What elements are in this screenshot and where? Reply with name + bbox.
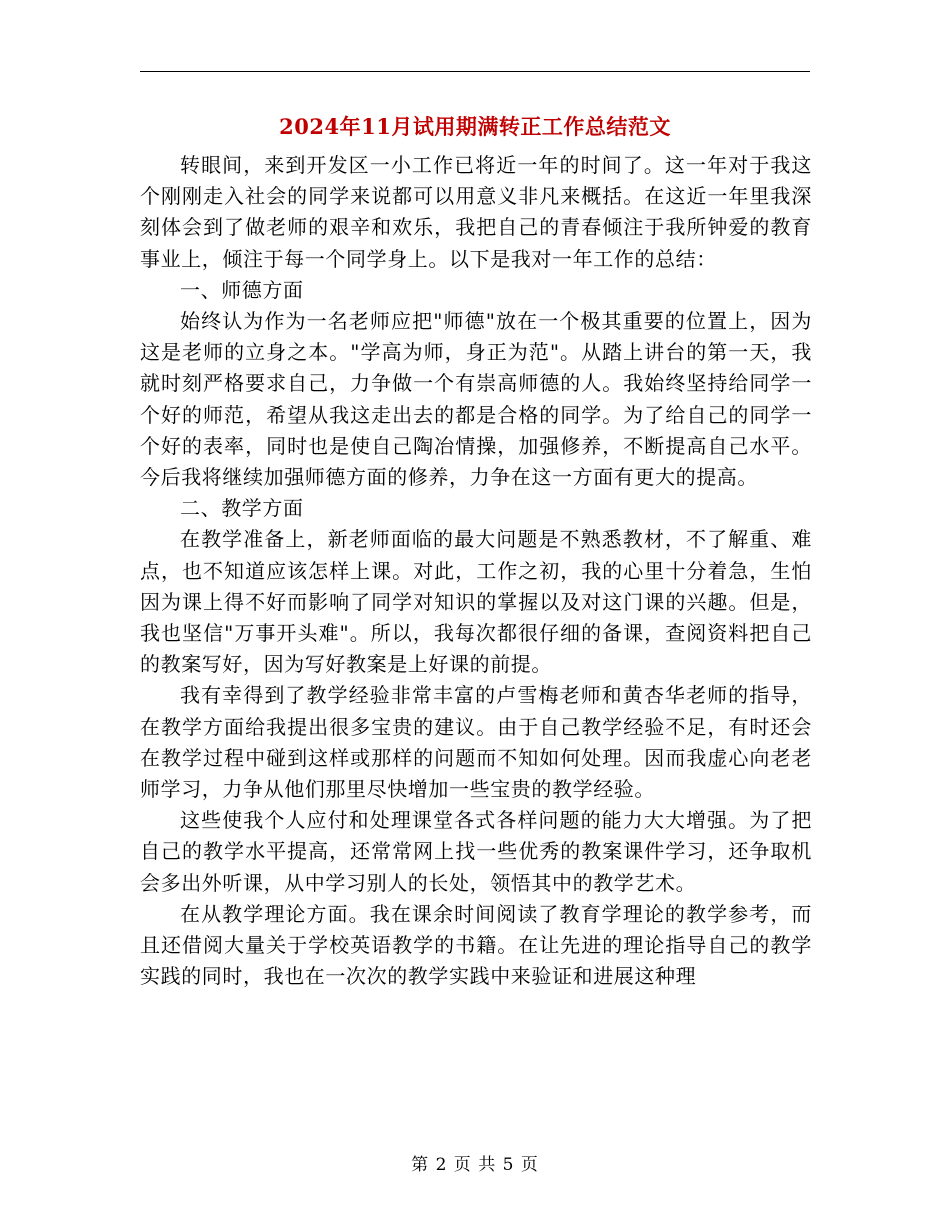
section-heading-ethics: 一、师德方面	[180, 277, 304, 302]
paragraph-mentors: 我有幸得到了教学经验非常丰富的卢雪梅老师和黄杏华老师的指导，在教学方面给我提出很多宝贵的建议。由于自己教学经验不足，有时还会在教学过程中碰到这样或那样的问题而不知如何处理。因而我虚心向老老师学习，力争从他们那里尽快增加一些宝贵的教学经验。	[140, 683, 812, 802]
page-footer: 第 2 页 共 5 页	[411, 1155, 539, 1175]
document-title: 2024年11月试用期满转正工作总结范文	[279, 114, 671, 139]
document-body	[140, 150, 812, 992]
paragraph-ethics: 始终认为作为一名老师应把"师德"放在一个极其重要的位置上，因为这是老师的立身之本。"学高为师，身正为范"。从踏上讲台的第一天，我就时刻严格要求自己，力争做一个有崇高师德的人。我始终坚持给同学一个好的师范，希望从我这走出去的都是合格的同学。为了给自己的同学一个好的表率，同时也是使自己陶冶情操，加强修养，不断提高自己水平。今后我将继续加强师德方面的修养，力争在这一方面有更大的提高。	[140, 309, 812, 490]
paragraph-intro: 转眼间，来到开发区一小工作已将近一年的时间了。这一年对于我这个刚刚走入社会的同学来说都可以用意义非凡来概括。在这近一年里我深刻体会到了做老师的艰辛和欢乐，我把自己的青春倾注于我所钟爱的教育事业上，倾注于每一个同学身上。以下是我对一年工作的总结：	[140, 153, 812, 271]
paragraph-theory: 在从教学理论方面。我在课余时间阅读了教育学理论的教学参考，而且还借阅大量关于学校英语教学的书籍。在让先进的理论指导自己的教学实践的同时，我也在一次次的教学实践中来验证和进展这种理	[140, 901, 812, 989]
paragraph-teaching-prep: 在教学准备上，新老师面临的最大问题是不熟悉教材，不了解重、难点，也不知道应该怎样上课。对此，工作之初，我的心里十分着急，生怕因为课上得不好而影响了同学对知识的掌握以及对这门课的兴趣。但是，我也坚信"万事开头难"。所以，我每次都很仔细的备课，查阅资料把自己的教案写好，因为写好教案是上好课的前提。	[140, 527, 812, 677]
header-rule	[140, 71, 810, 72]
paragraph-skills: 这些使我个人应付和处理课堂各式各样问题的能力大大增强。为了把自己的教学水平提高，还常常网上找一些优秀的教案课件学习，还争取机会多出外听课，从中学习别人的长处，领悟其中的教学艺术。	[140, 808, 812, 895]
section-heading-teaching: 二、教学方面	[180, 496, 304, 521]
